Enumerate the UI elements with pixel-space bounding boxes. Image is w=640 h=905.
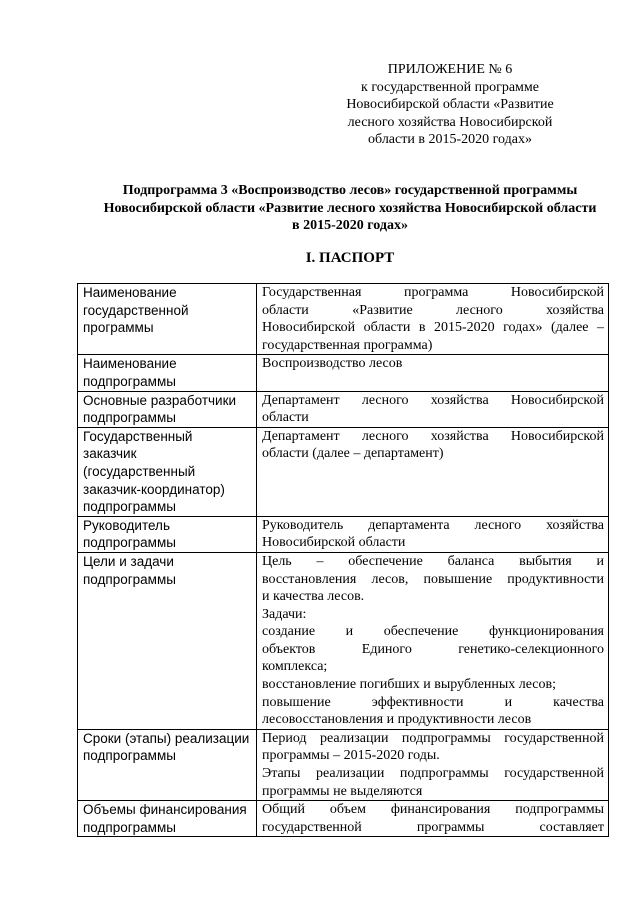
table-row: [78, 284, 609, 355]
label-line: Основные разработчики: [83, 392, 237, 408]
value-line: программы – 2015-2020 годы.: [262, 748, 440, 764]
title-line: в 2015-2020 годах»: [292, 218, 408, 234]
value-line: Департамент лесного хозяйства Новосибирской: [262, 392, 604, 408]
row-value: [257, 355, 609, 391]
value-line: лесовосстановления и продуктивности лесов: [262, 712, 532, 728]
label-line: программы: [83, 320, 154, 336]
appendix-line: области в 2015-2020 годах»: [368, 132, 532, 148]
label-line: Руководитель: [83, 517, 170, 533]
value-line: области (далее – департамент): [262, 446, 444, 462]
table-row: [78, 801, 609, 837]
row-value: [257, 801, 609, 837]
value-line: государственная программа): [262, 337, 433, 353]
table-row: [78, 427, 609, 516]
label-line: подпрограммы: [83, 748, 176, 764]
label-line: заказчик-координатор): [83, 481, 225, 497]
value-line: объектов Единого генетико-селекционного: [262, 641, 604, 657]
title-line: Подпрограмма 3 «Воспроизводство лесов» государственной программы: [122, 183, 578, 198]
label-line: Государственный: [83, 428, 193, 444]
value-line: области: [262, 410, 309, 426]
value-line: области «Развитие лесного хозяйства: [262, 302, 604, 318]
table-row: [78, 552, 609, 729]
value-line: создание и обеспечение функционирования: [262, 624, 604, 640]
table-row: [78, 516, 609, 552]
label-line: подпрограммы: [83, 373, 176, 389]
document-title: [60, 182, 640, 235]
value-line: Цель – обеспечение баланса выбытия и: [262, 553, 604, 569]
label-line: Цели и задачи: [83, 553, 174, 569]
label-line: (государственный: [83, 463, 196, 479]
appendix-header: [320, 61, 580, 149]
value-line: Новосибирской области в 2015-2020 годах» (далее –: [262, 320, 604, 336]
label-line: подпрограммы: [83, 819, 176, 835]
label-line: подпрограммы: [83, 571, 176, 587]
row-label: [78, 355, 257, 391]
label-line: подпрограммы: [83, 535, 176, 551]
value-line: и качества лесов.: [262, 589, 365, 605]
appendix-line: к государственной программе: [361, 79, 539, 95]
table-row: [78, 355, 609, 391]
appendix-line: Новосибирской области «Развитие: [346, 97, 554, 113]
value-line: Государственная программа Новосибирской: [262, 285, 604, 300]
label-line: государственной: [83, 302, 189, 318]
value-line: Руководитель департамента лесного хозяйства: [262, 517, 604, 533]
label-line: подпрограммы: [83, 499, 176, 515]
value-line: Задачи:: [262, 606, 307, 622]
row-value: [257, 729, 609, 800]
value-line: Воспроизводство лесов: [262, 356, 403, 372]
row-label: [78, 516, 257, 552]
value-line: восстановление погибших и вырубленных лесов;: [262, 677, 556, 693]
label-line: Объемы финансирования: [83, 802, 247, 818]
value-line: Новосибирской области: [262, 535, 406, 551]
value-line: Период реализации подпрограммы государственной: [262, 730, 604, 746]
value-line: комплекса;: [262, 659, 328, 675]
table-row: [78, 391, 609, 427]
value-line: Департамент лесного хозяйства Новосибирской: [262, 428, 604, 444]
value-line: повышение эффективности и качества: [262, 694, 604, 710]
row-label: [78, 552, 257, 729]
value-line: программы не выделяются: [262, 783, 423, 799]
row-value: [257, 284, 609, 355]
label-line: подпрограммы: [83, 410, 176, 426]
row-label: [78, 391, 257, 427]
appendix-line: лесного хозяйства Новосибирской: [347, 114, 553, 130]
row-value: [257, 516, 609, 552]
value-line: Общий объем финансирования подпрограммы: [262, 802, 604, 818]
value-line: Этапы реализации подпрограммы государственной: [262, 766, 604, 782]
row-label: [78, 801, 257, 837]
title-line: Новосибирской области «Развитие лесного хозяйства Новосибирской области: [103, 200, 597, 216]
label-line: Сроки (этапы) реализации: [83, 730, 250, 746]
appendix-line: ПРИЛОЖЕНИЕ № 6: [387, 62, 513, 77]
row-value: [257, 552, 609, 729]
row-value: [257, 391, 609, 427]
row-value: [257, 427, 609, 516]
row-label: [78, 427, 257, 516]
table-row: [78, 729, 609, 800]
label-line: Наименование: [83, 356, 177, 372]
label-line: Наименование: [83, 285, 177, 300]
row-label: [78, 729, 257, 800]
passport-table: [77, 283, 609, 837]
value-line: государственной программы составляет: [262, 819, 604, 835]
row-label: [78, 284, 257, 355]
section-heading: I. ПАСПОРТ: [305, 250, 395, 266]
label-line: заказчик: [83, 446, 137, 462]
value-line: восстановления лесов, повышение продуктивности: [262, 571, 604, 587]
